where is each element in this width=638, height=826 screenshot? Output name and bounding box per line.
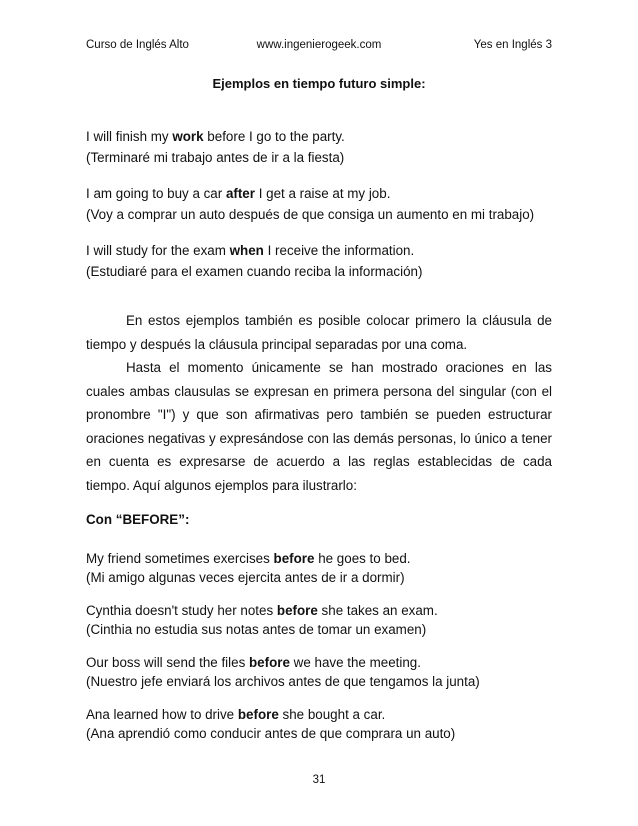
example-english (86, 705, 554, 724)
example-keyword: before (276, 603, 318, 618)
example-text: Cynthia doesn't study her notes (86, 603, 277, 618)
example-keyword: after (225, 186, 255, 201)
example-english (86, 183, 554, 204)
example-text: I get a raise at my job. (254, 186, 391, 201)
section-heading: Con “BEFORE”: (86, 512, 190, 527)
example-spanish: (Ana aprendió como conducir antes de que comprara un auto) (86, 726, 456, 741)
header-level: Yes en Inglés 3 (473, 39, 552, 51)
page-number: 31 (312, 774, 326, 786)
page-title: Ejemplos en tiempo futuro simple: (212, 76, 426, 91)
example-block (86, 126, 554, 168)
example-text: Our boss will send the files (86, 655, 249, 670)
example-english (86, 601, 554, 620)
example-block (86, 601, 554, 639)
example-block (86, 705, 554, 743)
example-text: I will finish my (86, 129, 173, 144)
example-text: before I go to the party. (203, 129, 345, 144)
example-english (86, 240, 554, 261)
header-course-title: Curso de Inglés Alto (86, 39, 189, 51)
example-spanish: (Estudiaré para el examen cuando reciba la información) (86, 264, 423, 279)
example-text: Ana learned how to drive (86, 707, 238, 722)
example-text: I will study for the exam (86, 243, 230, 258)
body-paragraph: Hasta el momento únicamente se han mostrado oraciones en las cuales ambas clausulas se expresan en primera persona del singular (con el pronombre "I") y que son afirmativas pero también se pueden estructurar oraciones negativas y expresándose con las demás personas, lo único a tener en cuenta es expresarse de acuerdo a las reglas establecidas de cada tiempo. Aquí algunos ejemplos para ilustrarlo: (86, 360, 552, 493)
example-text: she takes an exam. (317, 603, 438, 618)
body-paragraph: En estos ejemplos también es posible colocar primero la cláusula de tiempo y después la cláusula principal separadas por una coma. (86, 313, 552, 352)
example-block (86, 549, 554, 587)
header-website: www.ingenierogeek.com (256, 39, 382, 51)
example-text: I receive the information. (263, 243, 415, 258)
example-keyword: work (172, 129, 204, 144)
example-keyword: when (229, 243, 264, 258)
example-english (86, 653, 554, 672)
example-spanish: (Mi amigo algunas veces ejercita antes de ir a dormir) (86, 570, 405, 585)
example-english (86, 126, 554, 147)
example-keyword: before (249, 655, 290, 670)
example-spanish: (Nuestro jefe enviará los archivos antes de que tengamos la junta) (86, 674, 480, 689)
example-english (86, 549, 554, 568)
example-spanish: (Cinthia no estudia sus notas antes de tomar un examen) (86, 622, 427, 637)
example-spanish: (Voy a comprar un auto después de que consiga un aumento en mi trabajo) (86, 207, 535, 222)
example-block (86, 183, 554, 225)
example-keyword: before (237, 707, 279, 722)
example-text: we have the meeting. (289, 655, 421, 670)
example-text: My friend sometimes exercises (86, 551, 274, 566)
example-text: he goes to bed. (314, 551, 411, 566)
example-spanish: (Terminaré mi trabajo antes de ir a la fiesta) (86, 150, 345, 165)
example-block (86, 653, 554, 691)
example-text: she bought a car. (278, 707, 386, 722)
example-block (86, 240, 554, 282)
example-keyword: before (273, 551, 315, 566)
example-text: I am going to buy a car (86, 186, 226, 201)
